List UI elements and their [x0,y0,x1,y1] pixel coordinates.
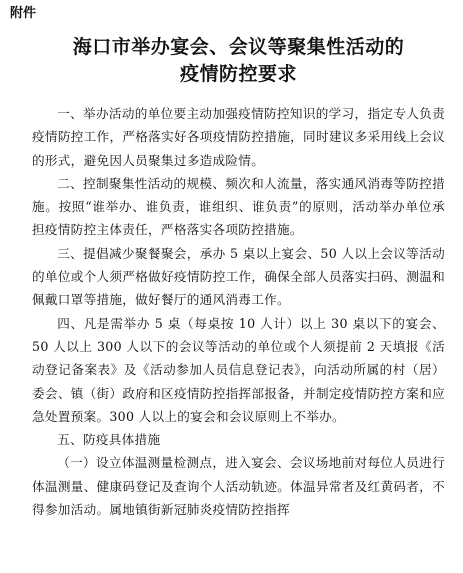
attachment-label: 附件 [10,6,37,21]
section-5-paragraph: （一）设立体温测量检测点，进入宴会、会议场地前对每位人员进行体温测量、健康码登记及查询个人活动轨迹。体温异常者及红黄码者，不得参加活动。属地镇街新冠肺炎疫情防控指挥 [32,455,445,518]
paragraph-1: 一、举办活动的单位要主动加强疫情防控知识的学习，指定专人负责疫情防控工作，严格落实好各项疫情防控措施，同时建议多采用线上会议的形式，避免因人员聚集过多造成险情。 [32,106,445,168]
section-5-heading: 五、防疫具体措施 [57,432,161,448]
title-line-2: 疫情防控要求 [179,63,297,85]
document-title [32,34,445,88]
paragraph-4: 四、凡是需举办 5 桌（每桌按 10 人计）以上 30 桌以下的宴会、50 人以上 300 人以下的会议等活动的单位或个人须提前 2 天填报《活动登记备案表》及《活动参加人员信息登记表》，向活动所属的村（居）委会、镇（街）政府和区疫情防控指挥部报备，并制定疫情防控方案和应急处置预案。300 人以上的宴会和会议原则上不举办。 [32,315,445,424]
paragraph-3: 三、提倡减少聚餐聚会，承办 5 桌以上宴会、50 人以上会议等活动的单位或个人须严格做好疫情防控工作，确保全部人员落实扫码、测温和佩戴口罩等措施，做好餐厅的通风消毒工作。 [32,245,445,308]
title-line-1: 海口市举办宴会、会议等聚集性活动的 [72,36,405,58]
paragraph-2: 二、控制聚集性活动的规模、频次和人流量，落实通风消毒等防控措施。按照“谁举办、谁负责，谁组织、谁负责”的原则，活动举办单位承担疫情防控主体责任，严格落实各项防控措施。 [32,175,445,238]
